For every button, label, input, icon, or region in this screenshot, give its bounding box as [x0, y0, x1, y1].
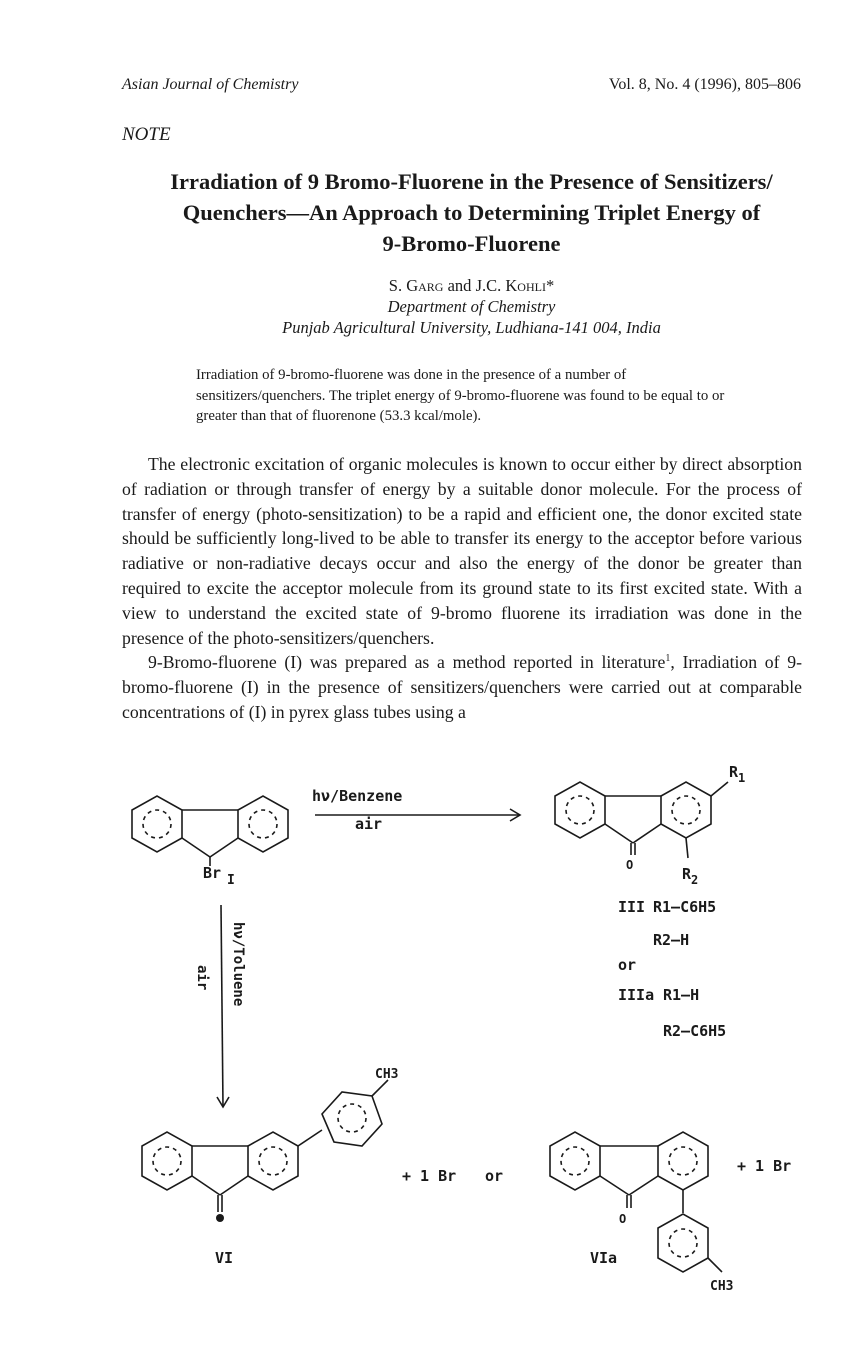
- bromine-label: Br: [203, 864, 222, 882]
- reagent-top-label: hν/Benzene: [312, 787, 403, 805]
- journal-name: Asian Journal of Chemistry: [122, 76, 299, 93]
- oxygen-label-III: O: [626, 858, 634, 872]
- r2-label: [682, 865, 698, 887]
- condition-side-label: air: [194, 965, 210, 991]
- plus-br-VI: + 1 Br: [402, 1167, 457, 1185]
- condition-top-label: air: [355, 815, 383, 833]
- title-line-2: Quenchers—An Approach to Determining Triplet Energy of: [182, 200, 761, 225]
- author-2-initial: J.C. K: [475, 276, 518, 295]
- r1-label: [729, 763, 745, 785]
- oxygen-label-VIa: O: [619, 1212, 627, 1226]
- IIIa-definition-2: R2–C6H5: [663, 1022, 727, 1040]
- compound-VIa-structure: [550, 1132, 722, 1272]
- r2-subscript: 2: [691, 873, 699, 887]
- paragraph-1: The electronic excitation of organic molecules is known to occur either by direct absorption of radiation or through transfer of energy by a suitable donor molecule. For the process of transfer of energy (photo-sensitization) to be a rapid and efficient one, the donor excited state should be sufficiently long-lived to be able to transfer its energy to the acceptor before various radiative or non-radiative decays occur and also the energy of the donor be greater than required to excite the acceptor molecule from its ground state to its first excited state. With a view to understand the excited state of 9-bromo fluorene its irradiation was done in the presence of the photo-sensitizers/quenchers.: [122, 454, 802, 648]
- compound-VI-structure: [142, 1080, 388, 1212]
- compound-IIIa-label: IIIa: [618, 986, 655, 1004]
- or-label: or: [618, 956, 637, 974]
- oxygen-dot: [216, 1214, 224, 1222]
- department: Department of Chemistry: [387, 297, 556, 316]
- IIIa-definition-1: R1–H: [663, 986, 700, 1004]
- author-2-surname: ohli*: [517, 276, 555, 295]
- plus-br-VIa: + 1 Br: [737, 1157, 792, 1175]
- reagent-side-label: hν/Toluene: [230, 922, 246, 1007]
- r1-subscript: 1: [738, 771, 746, 785]
- compound-III-label: III: [618, 898, 646, 916]
- paragraph-2-end: , Irradiation of 9-bromo-fluorene (I) in the presence of sensitizers/quenchers were carried out at comparable concentrations of (I) in pyrex glass tubes using a: [122, 652, 802, 722]
- III-definition-2: R2–H: [653, 931, 690, 949]
- r2-letter: R: [682, 865, 692, 883]
- title-line-3: 9-Bromo-Fluorene: [382, 231, 561, 256]
- compound-VI-label: VI: [215, 1249, 234, 1267]
- university: Punjab Agricultural University, Ludhiana-141 004, India: [282, 318, 661, 337]
- compound-III-structure: [555, 782, 728, 858]
- r1-letter: R: [729, 763, 739, 781]
- compound-VIa-label: VIa: [590, 1249, 618, 1267]
- III-definition-1: R1–C6H5: [653, 898, 717, 916]
- abstract: Irradiation of 9-bromo-fluorene was done in the presence of a number of sensitizers/quenchers. The triplet energy of 9-bromo-fluorene was found to be equal to or greater than that of fluorenone (53.3 kcal/mole).: [196, 367, 725, 424]
- author-and: and: [447, 276, 472, 295]
- section-label: NOTE: [122, 124, 171, 145]
- title-line-1: Irradiation of 9 Bromo-Fluorene in the Presence of Sensitizers/: [170, 169, 773, 194]
- reference-marker: 1: [665, 653, 671, 665]
- volume-info: Vol. 8, No. 4 (1996), 805–806: [608, 76, 801, 93]
- compound-I-label: I: [227, 873, 235, 888]
- author-1-initial: S. G: [388, 276, 419, 295]
- arrow-top: [315, 809, 520, 821]
- compound-I-structure: [132, 796, 288, 866]
- paragraph-2-start: 9-Bromo-fluorene (I) was prepared as a method reported in literature: [148, 652, 666, 673]
- arrow-down: [217, 905, 229, 1107]
- ch3-label-VIa: CH3: [710, 1279, 734, 1294]
- author-1-surname: arg: [418, 276, 444, 295]
- or-mid-label: or: [485, 1167, 504, 1185]
- ch3-label-VI: CH3: [375, 1067, 399, 1082]
